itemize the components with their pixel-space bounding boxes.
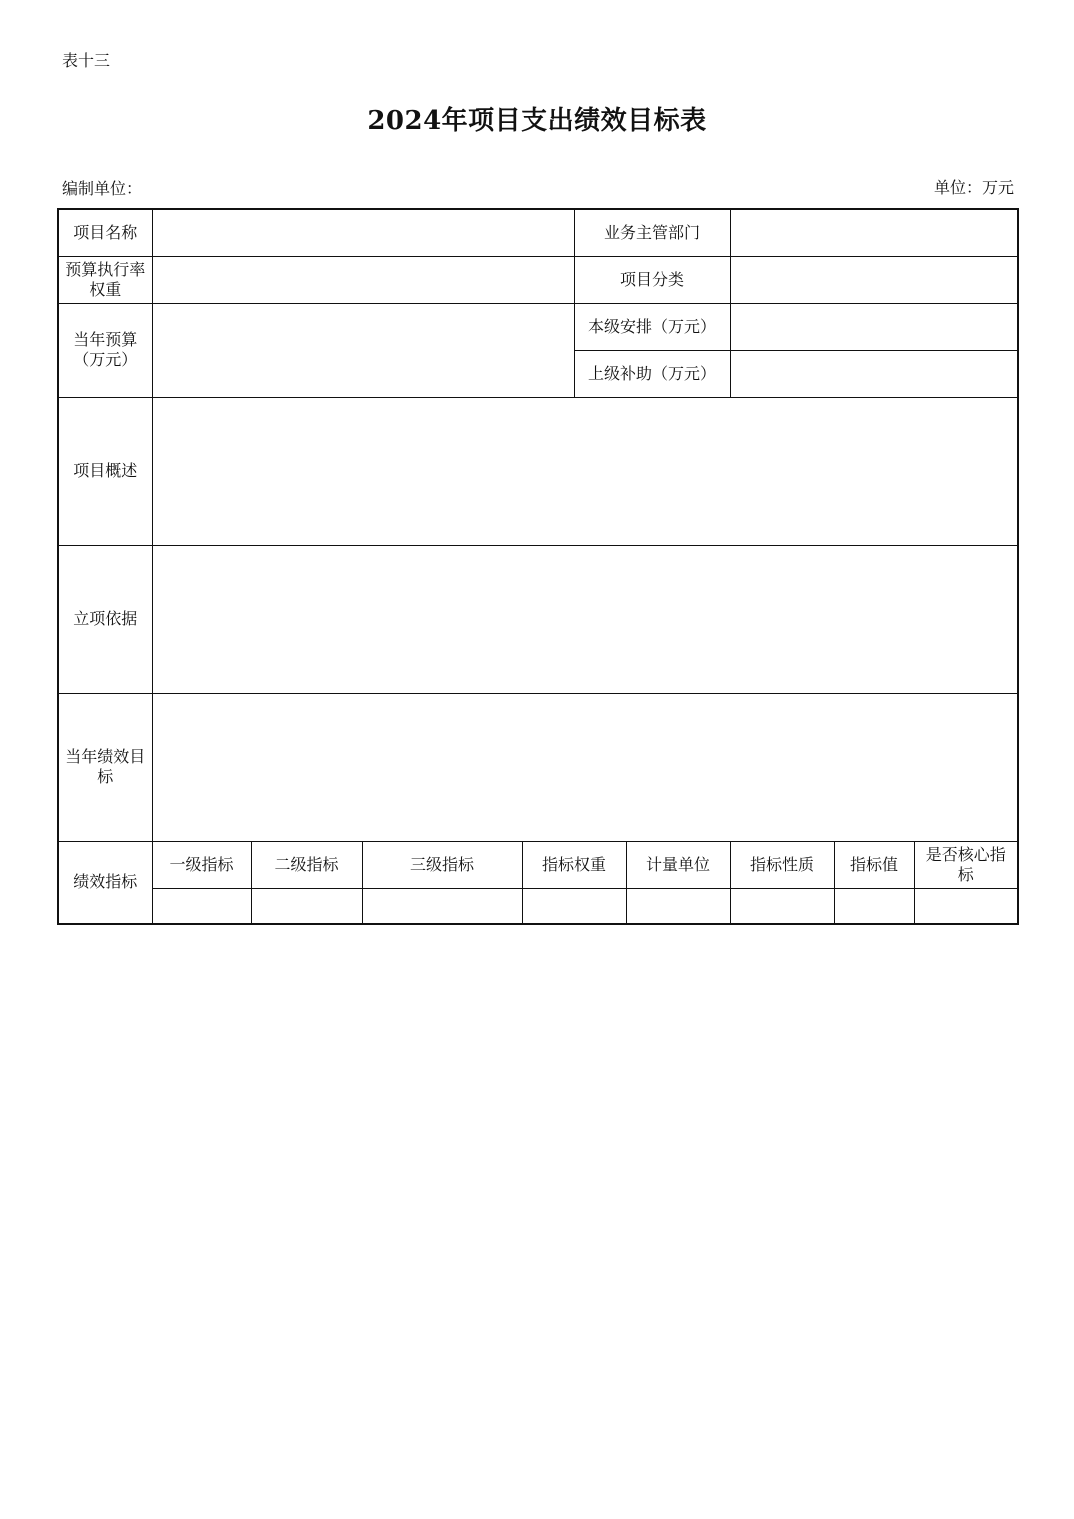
basis-field[interactable] (152, 545, 1018, 693)
project-name-label: 项目名称 (58, 209, 152, 256)
annual-budget-field[interactable] (152, 303, 574, 397)
indicator-header-nature: 指标性质 (730, 841, 834, 888)
overview-field[interactable] (152, 397, 1018, 545)
indicator-cell-nature[interactable] (730, 888, 834, 924)
row-exec-rate (58, 256, 1018, 303)
basis-label: 立项依据 (58, 545, 152, 693)
table-number: 表十三 (62, 51, 111, 70)
indicators-label: 绩效指标 (58, 841, 152, 924)
exec-rate-label: 预算执行率权重 (58, 256, 152, 303)
indicator-header-unit: 计量单位 (626, 841, 730, 888)
department-field[interactable] (730, 209, 1018, 256)
annual-goal-field[interactable] (152, 693, 1018, 841)
indicator-cell-level3[interactable] (362, 888, 522, 924)
annual-budget-label: 当年预算（万元） (58, 303, 152, 397)
exec-rate-field[interactable] (152, 256, 574, 303)
category-field[interactable] (730, 256, 1018, 303)
row-annual-budget (58, 303, 1018, 350)
indicator-header-level2: 二级指标 (251, 841, 362, 888)
compiling-unit-label: 编制单位： (62, 179, 143, 198)
page-title: 2024年项目支出绩效目标表 (367, 106, 707, 136)
indicator-data-row (58, 888, 1018, 924)
currency-unit-label: 单位：万元 (933, 178, 1014, 197)
row-overview (58, 397, 1018, 545)
indicator-cell-unit[interactable] (626, 888, 730, 924)
superior-subsidy-field[interactable] (730, 350, 1018, 397)
indicator-header-value: 指标值 (834, 841, 914, 888)
overview-label: 项目概述 (58, 397, 152, 545)
row-project-name (58, 209, 1018, 256)
local-alloc-field[interactable] (730, 303, 1018, 350)
indicator-header-core: 是否核心指标 (914, 841, 1018, 888)
superior-subsidy-label: 上级补助（万元） (574, 350, 730, 397)
indicator-cell-value[interactable] (834, 888, 914, 924)
indicator-cell-core[interactable] (914, 888, 1018, 924)
indicator-cell-level2[interactable] (251, 888, 362, 924)
annual-goal-label: 当年绩效目标 (58, 693, 152, 841)
category-label: 项目分类 (574, 256, 730, 303)
indicator-cell-weight[interactable] (522, 888, 626, 924)
local-alloc-label: 本级安排（万元） (574, 303, 730, 350)
indicator-header-weight: 指标权重 (522, 841, 626, 888)
indicator-cell-level1[interactable] (152, 888, 251, 924)
indicator-header-level3: 三级指标 (362, 841, 522, 888)
project-name-field[interactable] (152, 209, 574, 256)
performance-target-table (57, 208, 1019, 925)
indicator-header-level1: 一级指标 (152, 841, 251, 888)
indicator-header-row (58, 841, 1018, 888)
row-basis (58, 545, 1018, 693)
row-annual-goal (58, 693, 1018, 841)
department-label: 业务主管部门 (574, 209, 730, 256)
